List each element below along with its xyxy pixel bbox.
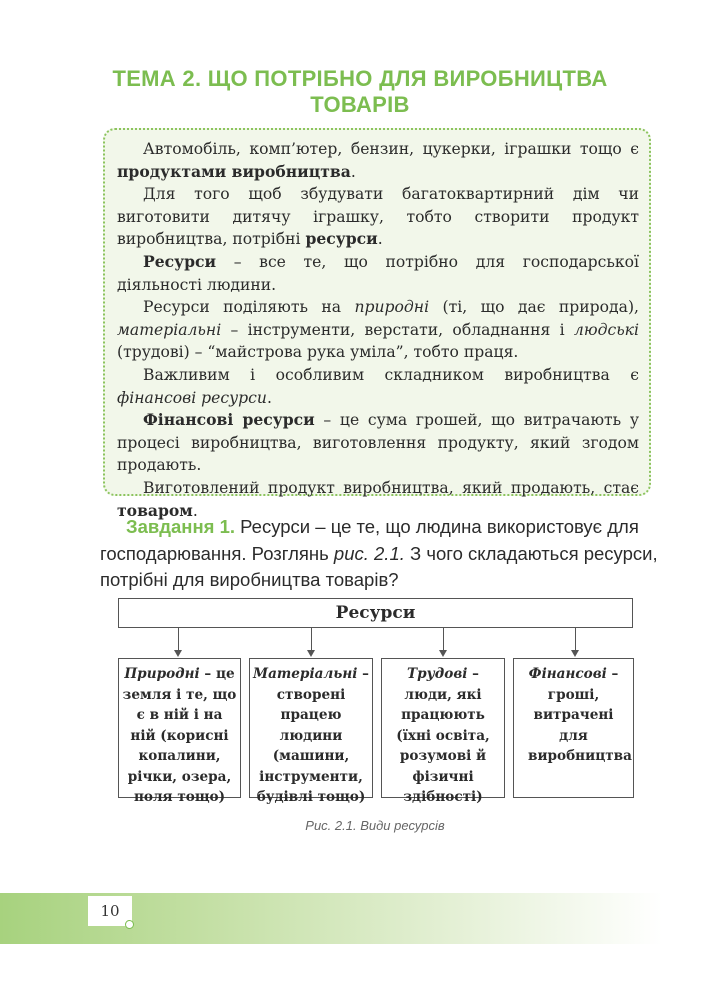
definitions-box [103,128,651,520]
definition-paragraph: Для того щоб збудувати багатоквартирний дім чи виготовити дитячу іграшку, тобто створити продукт виробництва, потрібні ресурси. [117,185,639,249]
arrow-down-icon [307,650,315,657]
figure-reference: рис. 2.1. [333,542,405,564]
definition-paragraph: Ресурси поділяють на природні (ті, що дає природа), матеріальні – інструменти, верстати, обладнання і людські (трудові) – “майстрова рука уміла”, тобто праця. [117,298,639,362]
diagram-root-resources: Ресурси [118,598,633,628]
page-number: 10 [88,896,132,926]
diagram-connector [311,628,312,651]
resource-type-labor: Трудові – люди, які працюють (їхні освіта, розумові й фізичні здібності) [381,658,505,798]
page-corner-mark-icon [125,920,134,929]
resource-type-financial: Фінансові – гроші, витрачені для виробництва [513,658,634,798]
figure-caption: Рис. 2.1. Види ресурсів [305,818,445,833]
arrow-down-icon [174,650,182,657]
definition-paragraph: Важливим і особливим складником виробництва є фінансові ресурси. [117,365,639,407]
task-label: Завдання 1. [126,516,235,537]
arrow-down-icon [571,650,579,657]
page-title [0,66,720,118]
arrow-down-icon [439,650,447,657]
definition-paragraph: Фінансові ресурси – це сума грошей, що витрачають у процесі виробництва, виготовлення продукту, який згодом продають. [117,410,640,475]
diagram-connector [443,628,444,651]
page-title-line-2: ТОВАРІВ [310,92,410,117]
diagram-connector [178,628,179,651]
diagram-connector [575,628,576,651]
resource-type-material: Матеріальні – створені працею людини (машини, інструменти, будівлі тощо) [249,658,373,798]
definition-paragraph: Автомобіль, комп’ютер, бензин, цукерки, іграшки тощо є продуктами виробництва. [117,140,639,181]
definition-paragraph: Ресурси – все те, що потрібно для господарської діяльності людини. [117,251,639,294]
resource-type-natural: Природні – це земля і те, що є в ній і на ній (корисні копалини, річки, озера, поля тощо) [118,658,241,798]
task-1: Завдання 1. Ресурси – це те, що людина використовує для господарювання. Розглянь рис. 2.1. З чого складаються ресурси, потрібні для виробництва товарів? [100,516,658,590]
page-title-line-1: ТЕМА 2. ЩО ПОТРІБНО ДЛЯ ВИРОБНИЦТВА [112,66,608,91]
definition-paragraph: Виготовлений продукт виробництва, який продають, стає товаром. [117,478,639,520]
